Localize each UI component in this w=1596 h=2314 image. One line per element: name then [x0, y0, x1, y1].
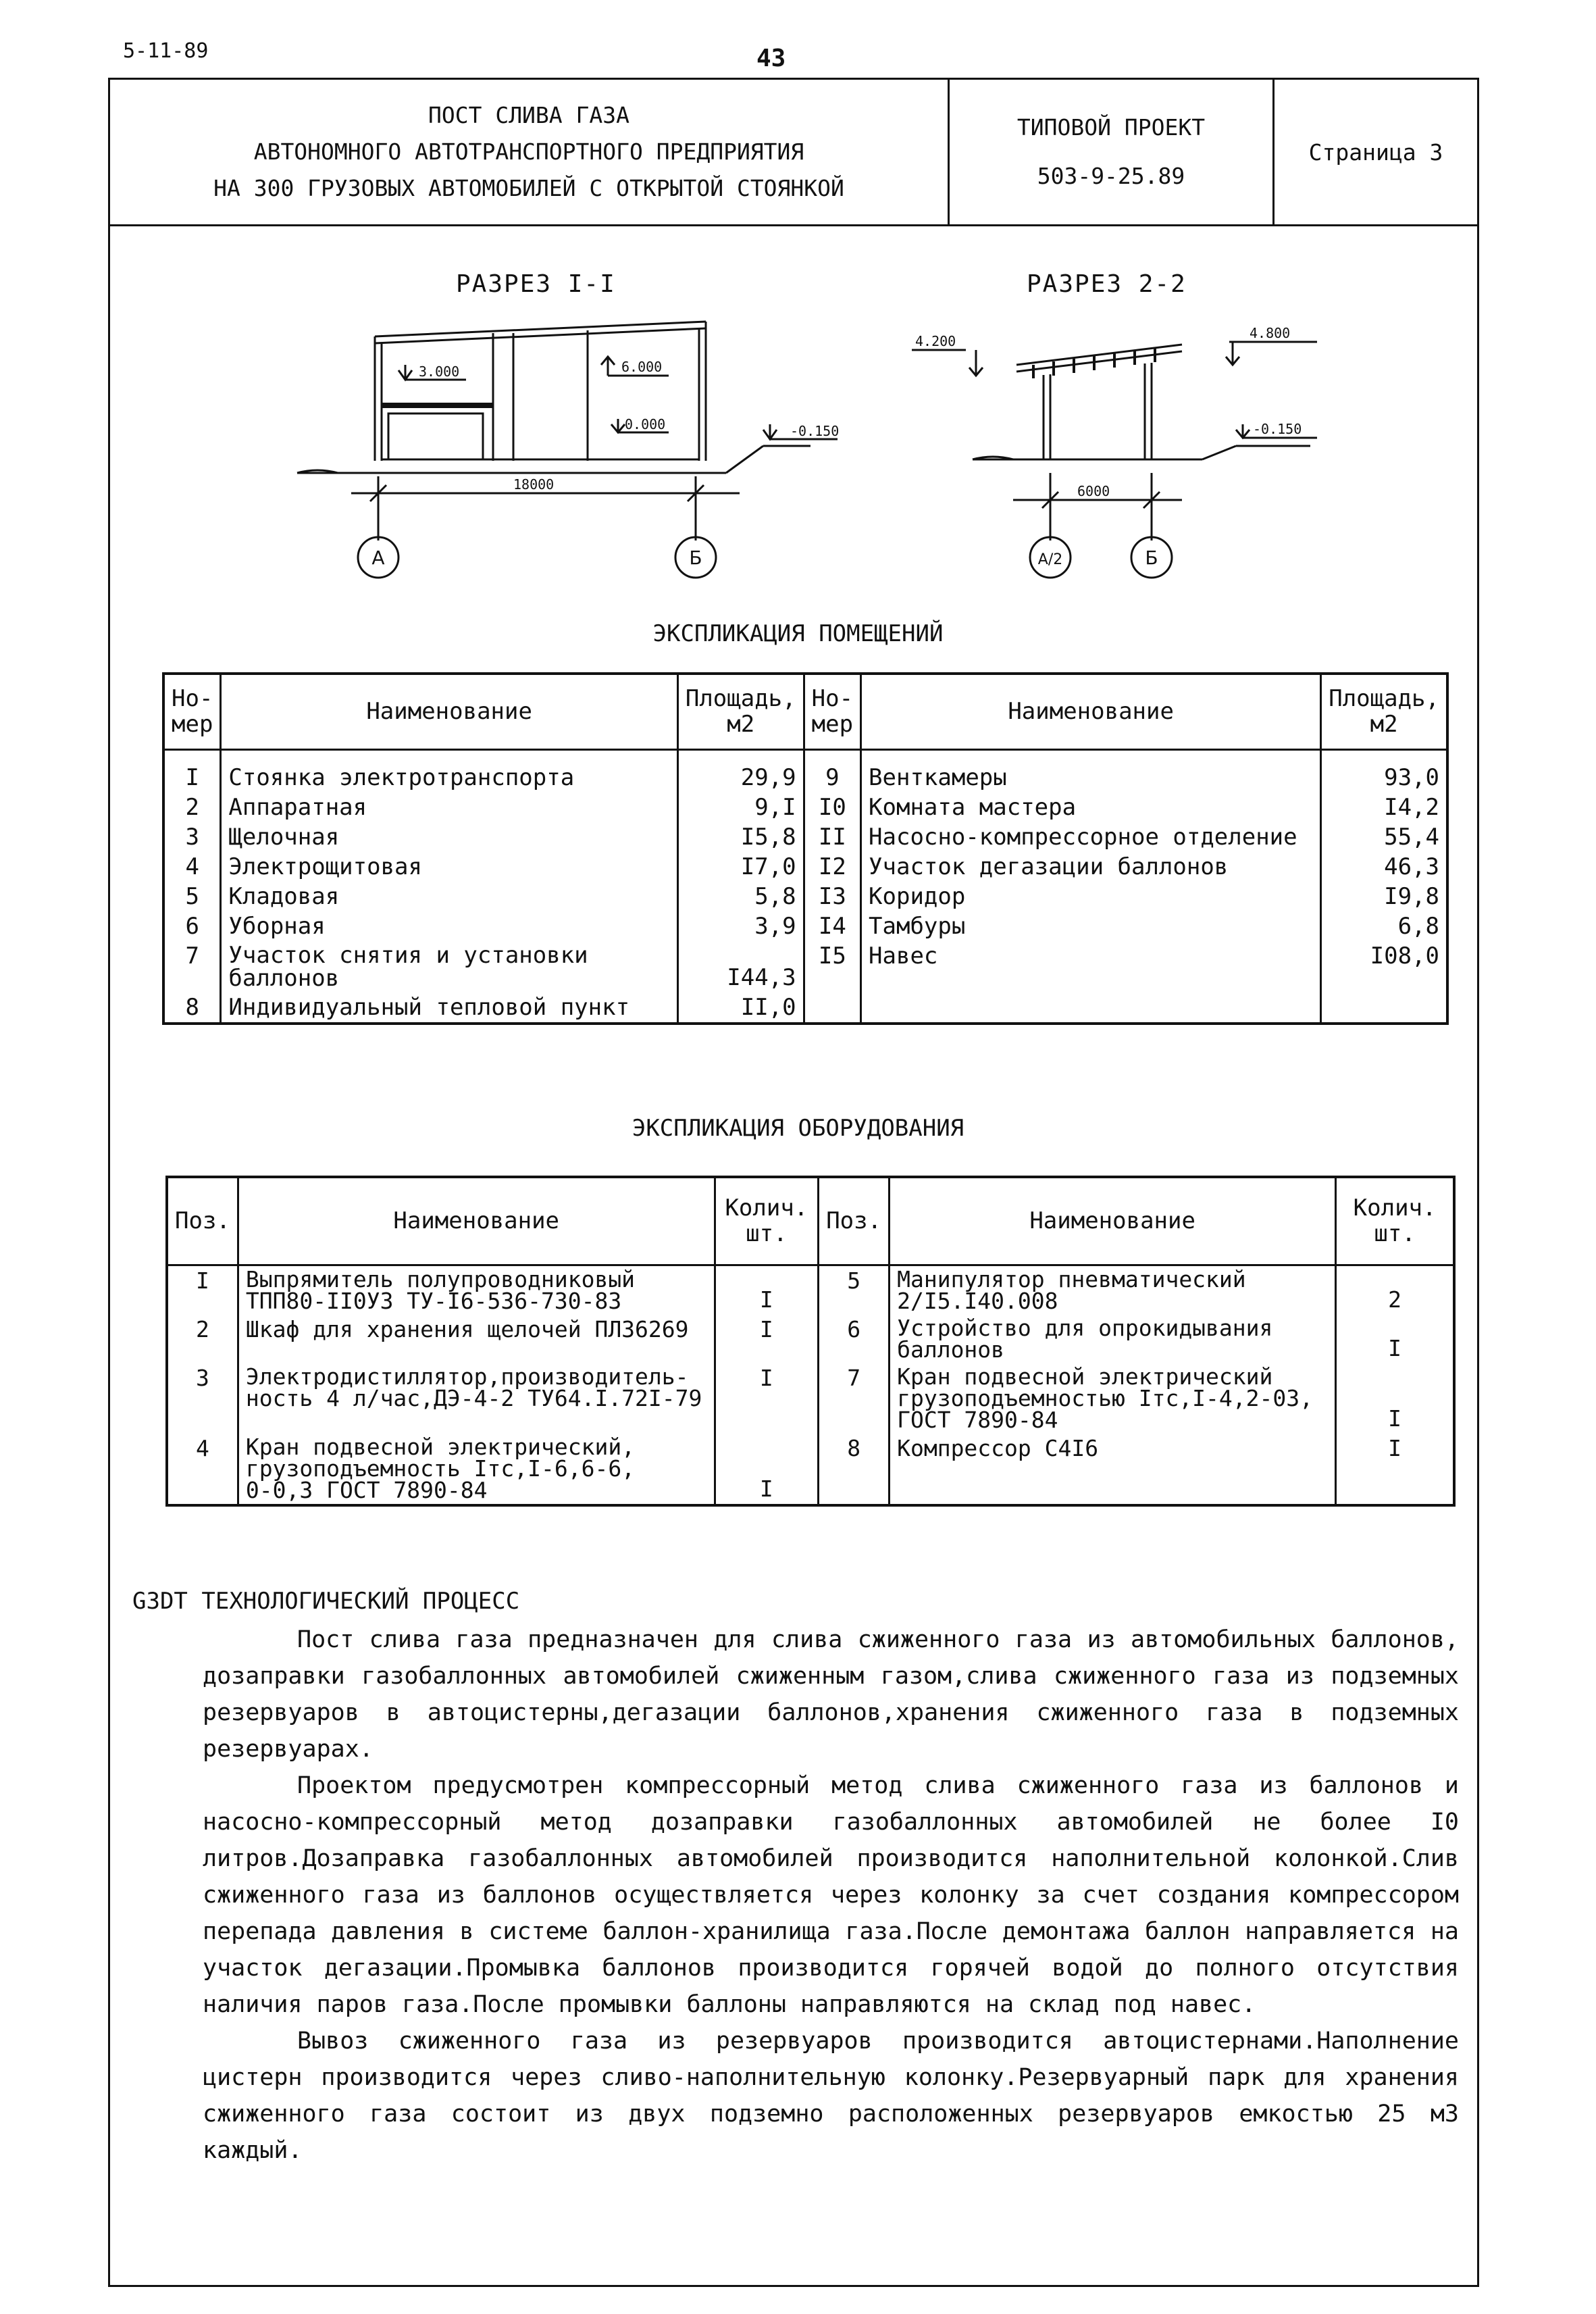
table-header-row [167, 1177, 1454, 1265]
table-row [167, 1315, 1454, 1363]
cell: I [715, 1363, 819, 1434]
process-heading [132, 1588, 519, 1615]
cell: 5,8 [677, 882, 804, 911]
cell: I [167, 1265, 238, 1315]
paragraph: Пост слива газа предназначен для слива сжиженного газа из автомобильных баллонов, дозаправки газобаллонных автомобилей сжиженным газом,слива сжиженного газа из подземных резервуаров в автоцистерны,дегазации баллонов,хранения сжиженного газа в подземных резервуарах. [203, 1626, 1459, 1763]
cell: I [1336, 1315, 1454, 1363]
cell: 5 [819, 1265, 890, 1315]
header-pos: Поз. [167, 1177, 238, 1265]
header-name: Наименование [221, 674, 677, 749]
cell: I [715, 1315, 819, 1363]
axis-b-label: Б [689, 547, 702, 569]
cell: Компрессор С4I6 [890, 1434, 1336, 1505]
table-row [163, 763, 1447, 793]
process-title: ТЕХНОЛОГИЧЕСКИЙ ПРОЦЕСС [201, 1588, 520, 1615]
section-drawings [0, 0, 1596, 608]
table-row [163, 852, 1447, 882]
table-header-row [163, 674, 1447, 749]
header-qty: Колич. шт. [715, 1177, 819, 1265]
section-1-mark-4: -0.150 [790, 423, 840, 439]
cell: 6 [819, 1315, 890, 1363]
section-2-dimension: 6000 [1077, 483, 1110, 499]
header-area: Площадь, м2 [677, 674, 804, 749]
table-row [163, 882, 1447, 911]
section-1-mark-2: 6.000 [621, 359, 663, 375]
cell: I [715, 1434, 819, 1505]
cell: Кран подвесной электрический грузоподъемностью Iтс,I-4,2-03, ГОСТ 7890-84 [890, 1363, 1336, 1434]
cell: Навес [861, 941, 1321, 992]
cell: I4,2 [1321, 793, 1447, 822]
section-2-title: РАЗРЕЗ 2-2 [1027, 270, 1187, 298]
section-1-dimension: 18000 [513, 476, 555, 493]
cell: 9 [804, 763, 860, 793]
section-1-title: РАЗРЕЗ I-I [456, 270, 616, 298]
header-name: Наименование [861, 674, 1321, 749]
cell: 9,I [677, 793, 804, 822]
project-label: ТИПОВОЙ ПРОЕКТ [1016, 114, 1206, 141]
cell: Участок дегазации баллонов [861, 852, 1321, 882]
process-text [203, 1621, 1459, 2169]
cell: I0 [804, 793, 860, 822]
rooms-caption: ЭКСПЛИКАЦИЯ ПОМЕЩЕНИЙ [652, 620, 944, 647]
cell: 8 [819, 1434, 890, 1505]
cell: Шкаф для хранения щелочей ПЛ36269 [238, 1315, 715, 1363]
table-row [163, 911, 1447, 941]
cell: 3 [163, 822, 221, 852]
table-row [163, 793, 1447, 822]
cell [861, 992, 1321, 1024]
cell: I9,8 [1321, 882, 1447, 911]
cell: I5 [804, 941, 860, 992]
cell: 8 [163, 992, 221, 1024]
cell: Уборная [221, 911, 677, 941]
page-label: Страница 3 [1308, 139, 1443, 166]
cell: 4 [163, 852, 221, 882]
cell: Щелочная [221, 822, 677, 852]
cell [1321, 992, 1447, 1024]
cell: 2 [167, 1315, 238, 1363]
cell: Стоянка электротранспорта [221, 763, 677, 793]
axis-b2-label: Б [1145, 547, 1158, 569]
cell: 3 [167, 1363, 238, 1434]
cell: II,0 [677, 992, 804, 1024]
cell: 6,8 [1321, 911, 1447, 941]
cell: Манипулятор пневматический 2/I5.I40.008 [890, 1265, 1336, 1315]
cell: I2 [804, 852, 860, 882]
cell: I5,8 [677, 822, 804, 852]
section-2-mark-2: 4.800 [1250, 325, 1291, 341]
table-row [163, 822, 1447, 852]
cell: Насосно-компрессорное отделение [861, 822, 1321, 852]
section-1-drawing [297, 322, 838, 578]
cell: 4 [167, 1434, 238, 1505]
cell: 29,9 [677, 763, 804, 793]
cell: I [1336, 1434, 1454, 1505]
cell: 7 [163, 941, 221, 992]
cell: Кран подвесной электрический, грузоподъемность Iтс,I-6,6-6, 0-0,3 ГОСТ 7890-84 [238, 1434, 715, 1505]
table-row [167, 1363, 1454, 1434]
cell: Тамбуры [861, 911, 1321, 941]
section-1-mark-1: 3.000 [419, 363, 460, 380]
cell: I3 [804, 882, 860, 911]
cell: 46,3 [1321, 852, 1447, 882]
cell: Аппаратная [221, 793, 677, 822]
project-code: 503-9-25.89 [1037, 163, 1185, 189]
cell: I44,3 [677, 941, 804, 992]
header-qty: Колич. шт. [1336, 1177, 1454, 1265]
cell [804, 992, 860, 1024]
cell: Выпрямитель полупроводниковый ТПП80-II0УЗ ТУ-I6-536-730-83 [238, 1265, 715, 1315]
cell: 2 [163, 793, 221, 822]
cell: Кладовая [221, 882, 677, 911]
equipment-caption: ЭКСПЛИКАЦИЯ ОБОРУДОВАНИЯ [632, 1115, 964, 1142]
equipment-table [165, 1176, 1456, 1507]
cell: 6 [163, 911, 221, 941]
cell: 55,4 [1321, 822, 1447, 852]
cell: I [715, 1265, 819, 1315]
header-name: Наименование [890, 1177, 1336, 1265]
page-number: 43 [756, 45, 786, 72]
table-row [167, 1265, 1454, 1315]
header-num: Но- мер [163, 674, 221, 749]
cell: I7,0 [677, 852, 804, 882]
cell: I [163, 763, 221, 793]
header-area: Площадь, м2 [1321, 674, 1447, 749]
axis-a-label: А [371, 547, 385, 569]
cell: I [1336, 1363, 1454, 1434]
section-2-mark-1: 4.200 [915, 333, 956, 349]
cell: Электродистиллятор,производитель- ность 4 л/час,ДЭ-4-2 ТУ64.I.72I-79 [238, 1363, 715, 1434]
process-prefix: G3DT [132, 1588, 188, 1615]
title-line-1: ПОСТ СЛИВА ГАЗА [428, 102, 629, 128]
section-1-mark-3: 0.000 [625, 416, 666, 432]
cell: 93,0 [1321, 763, 1447, 793]
section-2-mark-3: -0.150 [1253, 421, 1302, 437]
table-row [163, 992, 1447, 1024]
header-num: Но- мер [804, 674, 860, 749]
document-code: 5-11-89 [123, 39, 209, 63]
cell: Коридор [861, 882, 1321, 911]
cell: 3,9 [677, 911, 804, 941]
cell: II [804, 822, 860, 852]
cell: Электрощитовая [221, 852, 677, 882]
cell: Участок снятия и установки баллонов [221, 941, 677, 992]
section-2-drawing [912, 342, 1317, 578]
title-line-3: НА 300 ГРУЗОВЫХ АВТОМОБИЛЕЙ С ОТКРЫТОЙ СТОЯНКОЙ [213, 175, 844, 201]
cell: I08,0 [1321, 941, 1447, 992]
cell: Комната мастера [861, 793, 1321, 822]
header-pos: Поз. [819, 1177, 890, 1265]
cell: 5 [163, 882, 221, 911]
title-line-2: АВТОНОМНОГО АВТОТРАНСПОРТНОГО ПРЕДПРИЯТИЯ [253, 139, 804, 165]
cell: 7 [819, 1363, 890, 1434]
cell: Венткамеры [861, 763, 1321, 793]
table-row [167, 1434, 1454, 1505]
cell: Устройство для опрокидывания баллонов [890, 1315, 1336, 1363]
axis-a2-label: А/2 [1037, 551, 1063, 568]
header-name: Наименование [238, 1177, 715, 1265]
cell: I4 [804, 911, 860, 941]
cell: 2 [1336, 1265, 1454, 1315]
paragraph: Вывоз сжиженного газа из резервуаров производится автоцистернами.Наполнение цистерн производится через сливо-наполнительную колонку.Резервуарный парк для хранения сжиженного газа состоит из двух подземно расположенных резервуаров емкостью 25 м3 каждый. [203, 2028, 1459, 2164]
rooms-table [162, 672, 1449, 1025]
paragraph: Проектом предусмотрен компрессорный метод слива сжиженного газа из баллонов и насосно-компрессорный метод дозаправки газобаллонных автомобилей не более I0 литров.Дозаправка газобаллонных автомобилей производится наполнительной колонкой.Слив сжиженного газа из баллонов осуществляется через колонку за счет создания компрессором перепада давления в системе баллон-хранилища газа.После демонтажа баллон направляется на участок дегазации.Промывка баллонов производится горячей водой до полного отсутствия наличия паров газа.После промывки баллоны направляются на склад под навес. [203, 1772, 1459, 2018]
table-row [163, 941, 1447, 992]
cell: Индивидуальный тепловой пункт [221, 992, 677, 1024]
